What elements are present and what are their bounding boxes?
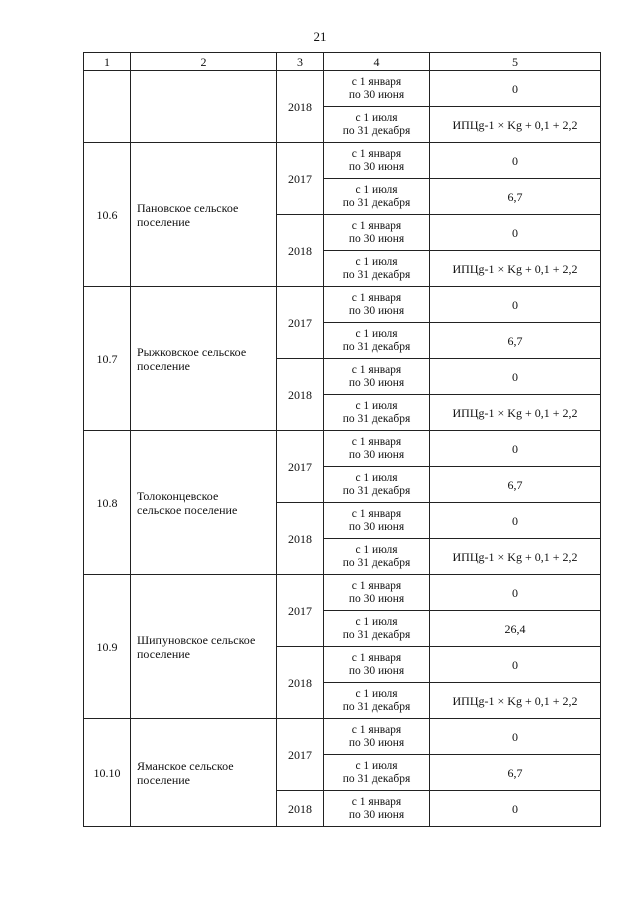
value-cell: 0 [430,359,601,395]
value-cell: 0 [430,287,601,323]
period-cell: с 1 июля по 31 декабря [324,755,430,791]
period-cell: с 1 января по 30 июня [324,647,430,683]
period-cell: с 1 января по 30 июня [324,791,430,827]
value-cell: 0 [430,719,601,755]
period-cell: с 1 июля по 31 декабря [324,395,430,431]
table-row [84,71,601,107]
value-cell: 26,4 [430,611,601,647]
period-cell: с 1 июля по 31 декабря [324,251,430,287]
value-cell: ИПЦg-1 × Kg + 0,1 + 2,2 [430,251,601,287]
period-cell: с 1 января по 30 июня [324,503,430,539]
value-cell: 0 [430,431,601,467]
period-cell: с 1 января по 30 июня [324,71,430,107]
value-cell: ИПЦg-1 × Kg + 0,1 + 2,2 [430,395,601,431]
value-cell: ИПЦg-1 × Kg + 0,1 + 2,2 [430,539,601,575]
table-row [84,719,601,755]
column-header: 3 [277,53,324,71]
table-body [84,71,601,827]
period-cell: с 1 июля по 31 декабря [324,323,430,359]
period-cell: с 1 июля по 31 декабря [324,611,430,647]
year-cell: 2018 [277,359,324,431]
table-row [84,143,601,179]
year-cell: 2017 [277,719,324,791]
period-cell: с 1 июля по 31 декабря [324,683,430,719]
page-number: 21 [313,29,327,44]
value-cell: 6,7 [430,323,601,359]
table-row [84,287,601,323]
item-number-cell: 10.7 [84,287,131,431]
period-cell: с 1 июля по 31 декабря [324,107,430,143]
column-header: 2 [131,53,277,71]
item-name-cell: Шипуновское сельское поселение [131,575,277,719]
item-number-cell [84,71,131,143]
period-cell: с 1 января по 30 июня [324,719,430,755]
column-header: 4 [324,53,430,71]
column-header: 5 [430,53,601,71]
year-cell: 2017 [277,287,324,359]
value-cell: 0 [430,791,601,827]
period-cell: с 1 июля по 31 декабря [324,179,430,215]
item-number-cell: 10.9 [84,575,131,719]
tariff-table [83,52,601,827]
item-name-cell: Яманское сельское поселение [131,719,277,827]
value-cell: 0 [430,215,601,251]
item-name-cell: Рыжковское сельское поселение [131,287,277,431]
value-cell: 0 [430,503,601,539]
period-cell: с 1 января по 30 июня [324,143,430,179]
column-header: 1 [84,53,131,71]
item-name-cell [131,71,277,143]
period-cell: с 1 января по 30 июня [324,359,430,395]
period-cell: с 1 января по 30 июня [324,431,430,467]
value-cell: 0 [430,647,601,683]
period-cell: с 1 января по 30 июня [324,215,430,251]
value-cell: 6,7 [430,755,601,791]
value-cell: 0 [430,143,601,179]
item-number-cell: 10.8 [84,431,131,575]
year-cell: 2018 [277,71,324,143]
value-cell: 6,7 [430,179,601,215]
table-header [84,53,601,71]
year-cell: 2018 [277,647,324,719]
value-cell: 6,7 [430,467,601,503]
year-cell: 2017 [277,143,324,215]
value-cell: ИПЦg-1 × Kg + 0,1 + 2,2 [430,107,601,143]
value-cell: 0 [430,71,601,107]
value-cell: 0 [430,575,601,611]
item-name-cell: Пановское сельское поселение [131,143,277,287]
table-row [84,431,601,467]
item-name-cell: Толоконцевское сельское поселение [131,431,277,575]
year-cell: 2018 [277,215,324,287]
table-row [84,575,601,611]
year-cell: 2018 [277,791,324,827]
year-cell: 2017 [277,575,324,647]
period-cell: с 1 января по 30 июня [324,287,430,323]
period-cell: с 1 июля по 31 декабря [324,467,430,503]
year-cell: 2017 [277,431,324,503]
item-number-cell: 10.10 [84,719,131,827]
value-cell: ИПЦg-1 × Kg + 0,1 + 2,2 [430,683,601,719]
item-number-cell: 10.6 [84,143,131,287]
year-cell: 2018 [277,503,324,575]
period-cell: с 1 января по 30 июня [324,575,430,611]
period-cell: с 1 июля по 31 декабря [324,539,430,575]
